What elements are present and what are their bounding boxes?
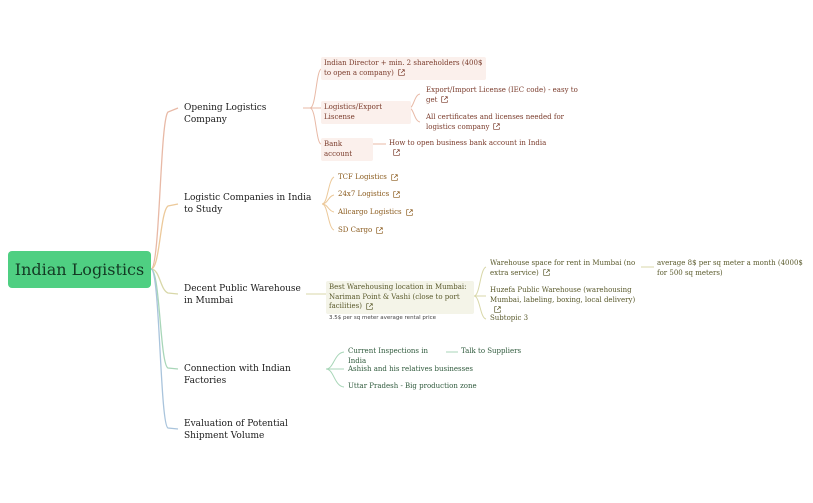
external-link-icon[interactable] bbox=[441, 96, 448, 103]
subtopic-label: All certificates and licenses needed for logistics company bbox=[426, 113, 565, 131]
topic-evaluation-shipment-volume[interactable]: Evaluation of Potential Shipment Volume bbox=[184, 419, 288, 441]
topic-decent-public-warehouse[interactable]: Decent Public Warehouse in Mumbai bbox=[184, 284, 301, 306]
subtopic-ashish-relatives[interactable]: Ashish and his relatives businesses bbox=[348, 365, 473, 373]
topic-connection-indian-factories[interactable]: Connection with Indian Factories bbox=[184, 364, 291, 386]
subtopic-label: How to open business bank account in India bbox=[389, 139, 547, 147]
subtopic-best-warehousing-location[interactable] bbox=[326, 281, 474, 314]
subtopic-open-bank-account[interactable] bbox=[389, 139, 554, 158]
subtopic-label: TCF Logistics bbox=[338, 173, 387, 181]
subtopic-logistics-export-license[interactable]: Logistics/Export Liscense bbox=[321, 101, 411, 124]
external-link-icon[interactable] bbox=[376, 227, 383, 234]
subtopic-average-price[interactable]: average 8$ per sq meter a month (4000$ for 500 sq meters) bbox=[657, 259, 803, 277]
subtopic-label: Indian Director + min. 2 shareholders (400$ to open a company) bbox=[324, 59, 483, 77]
topic-logistic-companies[interactable]: Logistic Companies in India to Study bbox=[184, 193, 312, 215]
subtopic-tcf-logistics[interactable] bbox=[338, 173, 428, 183]
subtopic-indian-director[interactable] bbox=[321, 57, 486, 80]
external-link-icon[interactable] bbox=[493, 123, 500, 130]
root-topic[interactable]: Indian Logistics bbox=[8, 251, 151, 288]
connector-branch-1 bbox=[151, 108, 178, 269]
external-link-icon[interactable] bbox=[398, 69, 405, 76]
subtopic-current-inspections[interactable]: Current Inspections in India bbox=[348, 347, 428, 365]
subtopic-label: Export/Import License (IEC code) - easy to get bbox=[426, 86, 578, 104]
external-link-icon[interactable] bbox=[393, 191, 400, 198]
subtopic-3[interactable]: Subtopic 3 bbox=[490, 314, 529, 322]
external-link-icon[interactable] bbox=[494, 306, 501, 313]
external-link-icon[interactable] bbox=[543, 269, 550, 276]
external-link-icon[interactable] bbox=[391, 174, 398, 181]
subtopic-talk-to-suppliers[interactable]: Talk to Suppliers bbox=[461, 347, 522, 355]
topic-opening-logistics-company[interactable]: Opening Logistics Company bbox=[184, 103, 267, 125]
subtopic-export-import-license[interactable] bbox=[426, 86, 581, 105]
subtopic-sd-cargo[interactable] bbox=[338, 226, 428, 236]
subtopic-24x7-logistics[interactable] bbox=[338, 190, 428, 200]
subtopic-label: Huzefa Public Warehouse (warehousing Mumbai, labeling, boxing, local delivery) bbox=[490, 286, 636, 304]
subtopic-label: Best Warehousing location in Mumbai: Nariman Point & Vashi (close to port facilities) bbox=[329, 283, 467, 310]
external-link-icon[interactable] bbox=[406, 209, 413, 216]
subtopic-label: Warehouse space for rent in Mumbai (no extra service) bbox=[490, 259, 636, 277]
subtopic-label: 24x7 Logistics bbox=[338, 190, 390, 198]
subtopic-warehouse-space-rent[interactable] bbox=[490, 259, 640, 278]
subtopic-label: SD Cargo bbox=[338, 226, 373, 234]
subtopic-all-certificates[interactable] bbox=[426, 113, 571, 132]
rental-price-note: 3.5$ per sq meter average rental price bbox=[329, 315, 437, 321]
external-link-icon[interactable] bbox=[366, 303, 373, 310]
subtopic-bank-account[interactable]: Bank account bbox=[321, 138, 373, 161]
subtopic-huzefa-public-warehouse[interactable] bbox=[490, 286, 642, 315]
subtopic-allcargo-logistics[interactable] bbox=[338, 208, 428, 218]
subtopic-label: Allcargo Logistics bbox=[338, 208, 402, 216]
subtopic-uttar-pradesh[interactable]: Uttar Pradesh - Big production zone bbox=[348, 382, 477, 390]
external-link-icon[interactable] bbox=[393, 149, 400, 156]
